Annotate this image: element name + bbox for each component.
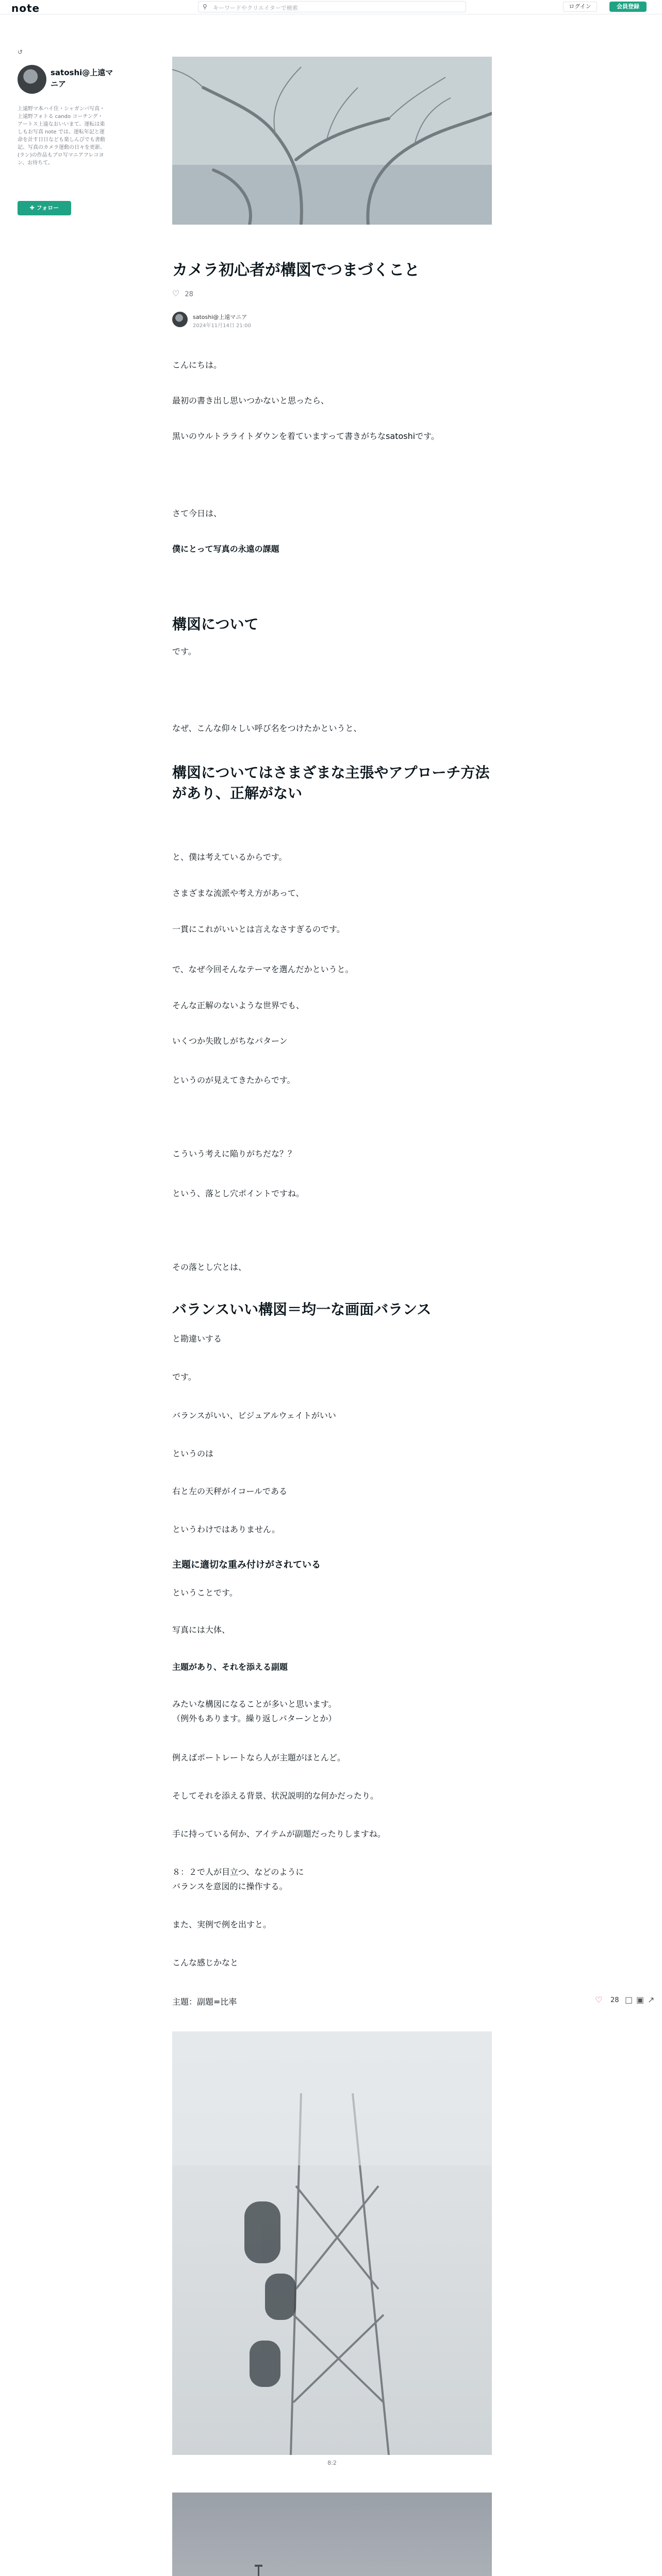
note-logo[interactable]: note <box>11 2 40 14</box>
paragraph: さて今日は、 <box>172 509 222 518</box>
paragraph: 黒いのウルトラライトダウンを着ていますって書きがちなsatoshiです。 <box>172 431 439 441</box>
site-header <box>0 0 662 14</box>
paragraph: 一貫にこれがいいとは言えなさすぎるのです。 <box>172 924 345 934</box>
paragraph: バランスを意図的に操作する。 <box>172 1882 288 1891</box>
like-count: 28 <box>185 291 193 298</box>
bookmark-icon[interactable]: ▣ <box>636 1995 644 2005</box>
paragraph: ８：２で人が目立つ、などのように <box>172 1867 304 1877</box>
heart-icon[interactable]: ♡ <box>172 289 180 298</box>
comment-icon[interactable]: □ <box>625 1995 633 2005</box>
author-bio: 上遠野マ本ハイ住・シャガンバ写真・上遠野フォトる cando コーチング・アートス上遠なおいいまて、運転は楽しもお写真 note では、運転年記と運命を計す日日なども楽しんびでも書動記、写真のカメラ運動の日々を更新、(ラン)の作品もブロ写マニアフレコヨン、お待ちて。 <box>18 106 105 166</box>
paragraph: ということです。 <box>172 1588 238 1598</box>
share-icon[interactable]: ↗ <box>648 1995 655 2005</box>
paragraph: 僕にとって写真の永遠の課題 <box>172 544 279 554</box>
paragraph: 右と左の天秤がイコールである <box>172 1486 288 1496</box>
follow-button[interactable] <box>18 201 71 215</box>
heading-approach: 構図についてはさまざまな主張やアプローチ方法があり、正解がない <box>172 764 490 802</box>
paragraph: 手に持っている何か、アイテムが副題だったりしますね。 <box>172 1829 386 1839</box>
paragraph: （例外もあります。繰り返しパターンとか） <box>172 1714 337 1723</box>
author-name[interactable]: satoshi@上遠マニア <box>51 68 113 89</box>
paragraph: と勘違いする <box>172 1334 222 1344</box>
search-icon: ⚲ <box>203 3 207 10</box>
search-placeholder: キーワードやクリエイターで検索 <box>213 5 298 11</box>
paragraph: さまざまな流派や考え方があって、 <box>172 888 304 898</box>
byline-author[interactable]: satoshi@上遠マニア <box>193 314 247 320</box>
heading-kouzu: 構図について <box>172 616 259 633</box>
paragraph: で、なぜ今回そんなテーマを選んだかというと。 <box>172 964 354 974</box>
heading-shudai: 主題に適切な重み付けがされている <box>172 1560 321 1570</box>
paragraph: なぜ、こんな仰々しい呼び名をつけたかというと、 <box>172 723 362 733</box>
paragraph: こんにちは。 <box>172 360 222 370</box>
hero-image-misty-trees <box>172 57 492 225</box>
paragraph: 写真には大体、 <box>172 1625 230 1635</box>
paragraph: です。 <box>172 1372 196 1382</box>
paragraph: 主題：副題=比率 <box>172 1997 237 2007</box>
paragraph: こういう考えに陥りがちだな？？ <box>172 1149 296 1159</box>
paragraph: というわけではありません。 <box>172 1524 280 1534</box>
tower-fog-illustration <box>172 2031 492 2455</box>
search-input[interactable] <box>198 1 466 12</box>
paragraph: というのは <box>172 1449 214 1459</box>
avatar[interactable] <box>18 65 46 94</box>
byline-date: 2024年11月14日 21:00 <box>193 323 251 329</box>
paragraph: 例えばポートレートなら人が主題がほとんど。 <box>172 1753 346 1762</box>
byline-avatar[interactable] <box>172 312 188 327</box>
photo-tower-fog <box>172 2031 492 2455</box>
paragraph: また、実例で例を出すと。 <box>172 1920 272 1929</box>
paragraph: その落とし穴とは、 <box>172 1262 247 1272</box>
back-icon[interactable]: ↺ <box>18 48 23 56</box>
floating-action-bar <box>593 1995 655 2009</box>
article-title: カメラ初心者が構図でつまづくこと <box>172 261 420 279</box>
paragraph: そしてそれを添える背景、状況説明的な何かだったり。 <box>172 1791 379 1801</box>
paragraph: という、落とし穴ポイントですね。 <box>172 1189 305 1198</box>
paragraph: そんな正解のないような世界でも、 <box>172 1001 305 1010</box>
like-row <box>172 289 193 298</box>
pole-mist-illustration <box>172 2493 492 2576</box>
heading-balance: バランスいい構図＝均一な画面バランス <box>172 1301 432 1318</box>
paragraph: バランスがいい、ビジュアルウェイトがいい <box>172 1411 336 1420</box>
floating-like-count: 28 <box>610 1996 619 2004</box>
misty-trees-illustration <box>172 57 492 225</box>
paragraph: いくつか失敗しがちなパターン <box>172 1036 288 1046</box>
paragraph: 最初の書き出し思いつかないと思ったら、 <box>172 396 329 405</box>
paragraph: と、僕は考えているからです。 <box>172 852 287 862</box>
paragraph: みたいな構図になることが多いと思います。 <box>172 1699 337 1709</box>
paragraph: こんな感じかなと <box>172 1958 239 1968</box>
person-add-icon: ✚ <box>29 205 37 211</box>
follow-label: フォロー <box>36 205 59 211</box>
paragraph: 主題があり、それを添える副題 <box>172 1662 288 1672</box>
login-button[interactable]: ログイン <box>563 2 597 12</box>
signup-button[interactable]: 会員登録 <box>609 2 647 12</box>
paragraph: というのが見えてきたからです。 <box>172 1075 295 1085</box>
paragraph: です。 <box>172 647 196 656</box>
photo-pole-mist <box>172 2493 492 2576</box>
photo-caption: 8:2 <box>327 2460 337 2466</box>
like-heart-icon[interactable]: ♡ <box>595 1995 603 2005</box>
